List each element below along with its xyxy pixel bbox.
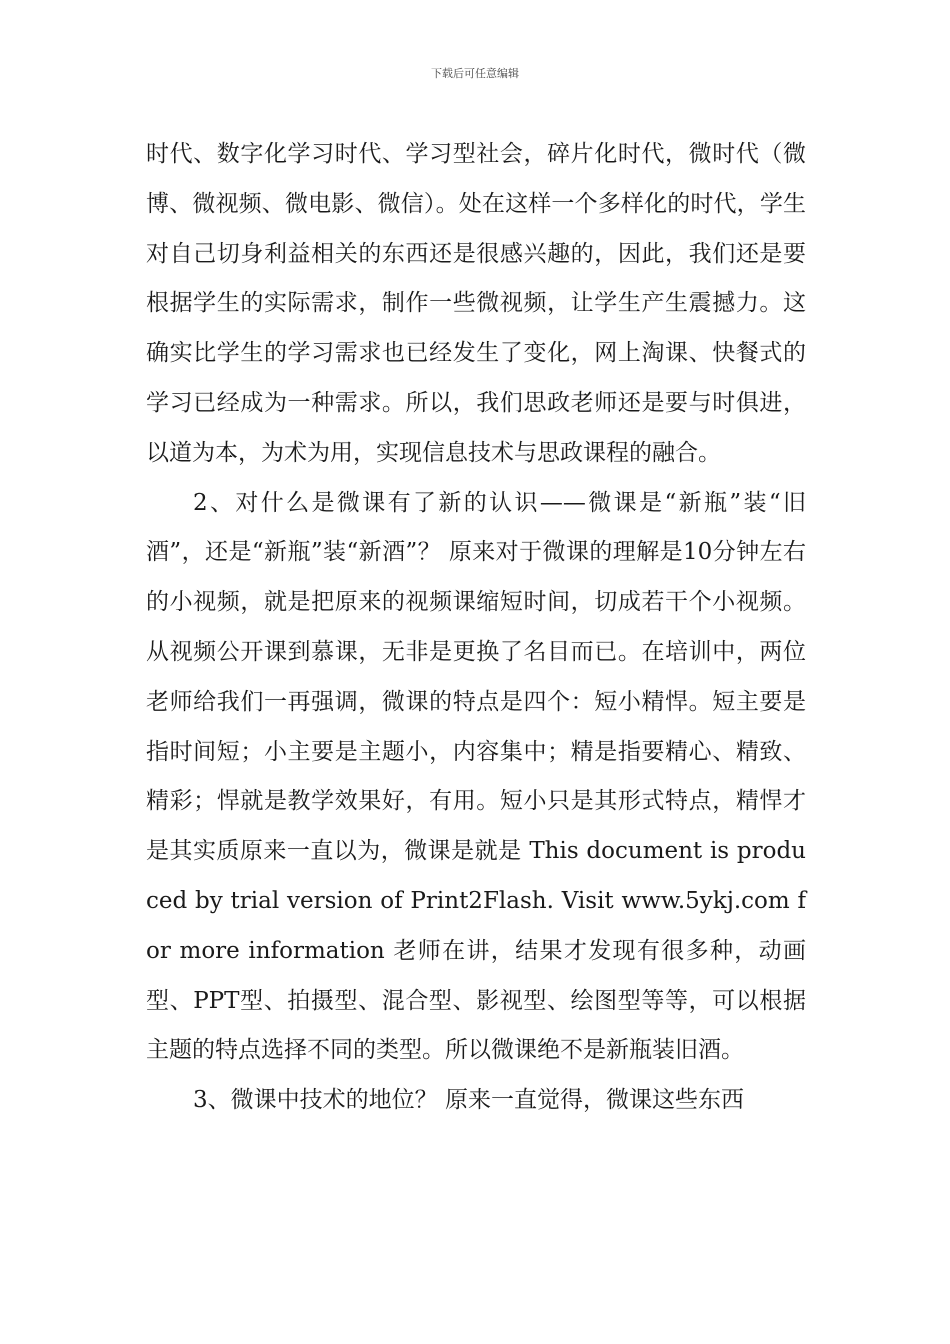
paragraph-1: 时代、数字化学习时代、学习型社会，碎片化时代，微时代（微博、微视频、微电影、微信）。处在这样一个多样化的时代，学生对自己切身利益相关的东西还是很感兴趣的，因此，我们还是要根据学生的实际需求，制作一些微视频，让学生产生震撼力。这确实比学生的学习需求也已经发生了变化，网上淘课、快餐式的学习已经成为一种需求。所以，我们思政老师还是要与时俱进，以道为本，为术为用，实现信息技术与思政课程的融合。 bbox=[146, 141, 806, 466]
paragraph-3: 3、微课中技术的地位？ 原来一直觉得，微课这些东西 bbox=[193, 1087, 744, 1114]
document-body bbox=[146, 130, 806, 1126]
page-header: 下载后可任意编辑 bbox=[431, 67, 519, 80]
paragraph-2: 2、对什么是微课有了新的认识——微课是“新瓶”装“旧酒”，还是“新瓶”装“新酒”？ 原来对于微课的理解是10分钟左右的小视频，就是把原来的视频课缩短时间，切成若干个小视频。从视频公开课到慕课，无非是更换了名目而已。在培训中，两位老师给我们一再强调，微课的特点是四个：短小精悍。短主要是指时间短；小主要是主题小，内容集中；精是指要精心、精致、精彩；悍就是教学效果好，有用。短小只是其形式特点，精悍才是其实质原来一直以为，微课是就是 This document is produced by trial version of Print2Flash. Visit www.5ykj.com for more information 老师在讲，结果才发现有很多种，动画型、PPT型、拍摄型、混合型、影视型、绘图型等等，可以根据主题的特点选择不同的类型。所以微课绝不是新瓶装旧酒。 bbox=[146, 489, 806, 1064]
